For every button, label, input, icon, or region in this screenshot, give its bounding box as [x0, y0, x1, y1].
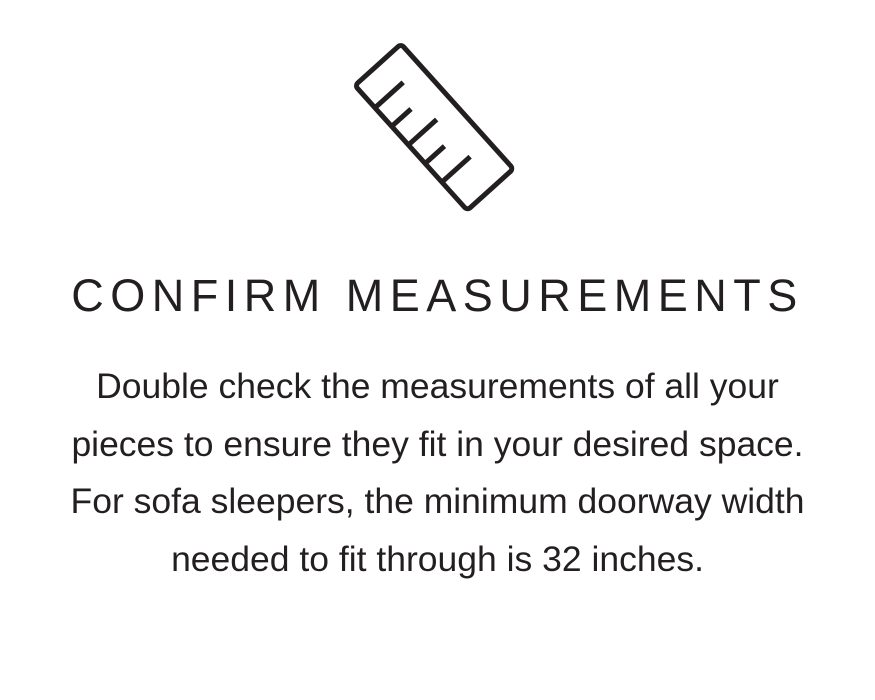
ruler-icon	[0, 18, 875, 223]
page-title: CONFIRM MEASUREMENTS	[71, 270, 804, 321]
body-text: Double check the measurements of all your pieces to ensure they fit in your desired space. For sofa sleepers, the minimum doorway width needed to fit through is 32 inches.	[70, 366, 805, 579]
ruler-body	[354, 44, 512, 210]
